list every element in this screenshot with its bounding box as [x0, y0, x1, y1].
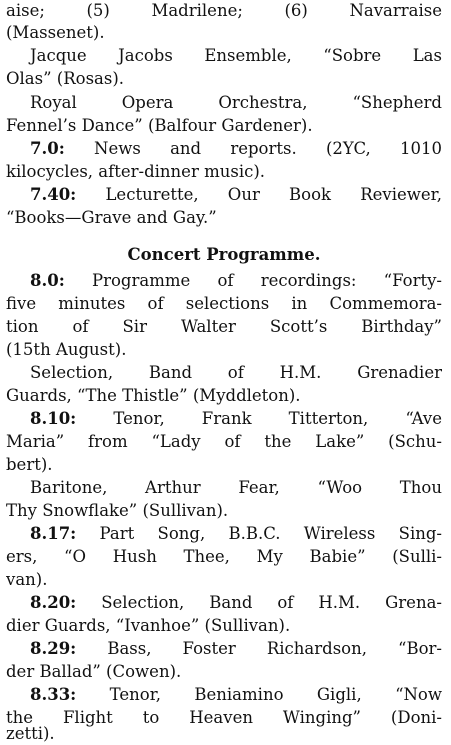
text-line: Selection, Band of H.M. Grenadier	[30, 363, 442, 382]
time-label: 8.20:	[30, 593, 77, 612]
entry-text: Tenor, Frank Titterton, “Ave	[76, 409, 442, 428]
time-label: 8.29:	[30, 639, 77, 658]
entry-text: Bass, Foster Richardson, “Bor-	[76, 639, 442, 658]
text-line: the Flight to Heaven Winging” (Doni-	[6, 708, 442, 727]
text-line: five minutes of selections in Commemora-	[6, 294, 442, 313]
programme-entry	[6, 684, 442, 706]
text-line: Royal Opera Orchestra, “Shepherd	[30, 93, 442, 112]
entry-text: Lecturette, Our Book Reviewer,	[76, 185, 442, 204]
entry-text: Tenor, Beniamino Gigli, “Now	[76, 685, 442, 704]
entry-text: Selection, Band of H.M. Grena-	[76, 593, 442, 612]
text-line: van).	[6, 570, 48, 589]
section-heading: Concert Programme.	[127, 245, 321, 264]
text-line: Fennel’s Dance” (Balfour Gardener).	[6, 116, 313, 135]
programme-entry	[6, 408, 442, 430]
programme-entry	[6, 592, 442, 614]
text-line: Maria” from “Lady of the Lake” (Schu-	[6, 432, 442, 451]
text-line: Guards, “The Thistle” (Myddleton).	[6, 386, 301, 405]
text-line: Baritone, Arthur Fear, “Woo Thou	[30, 478, 442, 497]
time-label: 8.10:	[30, 409, 77, 428]
text-line: Olas” (Rosas).	[6, 69, 125, 88]
text-line: zetti).	[6, 724, 55, 743]
text-line: kilocycles, after-dinner music).	[6, 162, 266, 181]
text-line: (15th August).	[6, 340, 127, 359]
entry-text: Part Song, B.B.C. Wireless Sing-	[76, 524, 442, 543]
programme-entry	[6, 138, 442, 160]
time-label: 7.40:	[30, 185, 77, 204]
text-line: (Massenet).	[6, 23, 105, 42]
text-line: tion of Sir Walter Scott’s Birthday”	[6, 317, 442, 336]
entry-text: News and reports. (2YC, 1010	[64, 139, 442, 158]
programme-entry	[6, 523, 442, 545]
programme-entry	[6, 270, 442, 292]
text-line: ers, “O Hush Thee, My Babie” (Sulli-	[6, 547, 442, 566]
text-line: dier Guards, “Ivanhoe” (Sullivan).	[6, 616, 291, 635]
programme-entry	[6, 184, 442, 206]
text-line: aise; (5) Madrilene; (6) Navarraise	[6, 1, 442, 20]
text-line: “Books—Grave and Gay.”	[6, 208, 217, 227]
entry-text: Programme of recordings: “Forty-	[64, 271, 442, 290]
text-line: bert).	[6, 455, 53, 474]
text-line: Thy Snowflake” (Sullivan).	[6, 501, 229, 520]
time-label: 7.0:	[30, 139, 65, 158]
time-label: 8.0:	[30, 271, 65, 290]
text-line: der Ballad” (Cowen).	[6, 662, 182, 681]
time-label: 8.17:	[30, 524, 77, 543]
time-label: 8.33:	[30, 685, 77, 704]
text-line: Jacque Jacobs Ensemble, “Sobre Las	[30, 46, 442, 65]
programme-entry	[6, 638, 442, 660]
